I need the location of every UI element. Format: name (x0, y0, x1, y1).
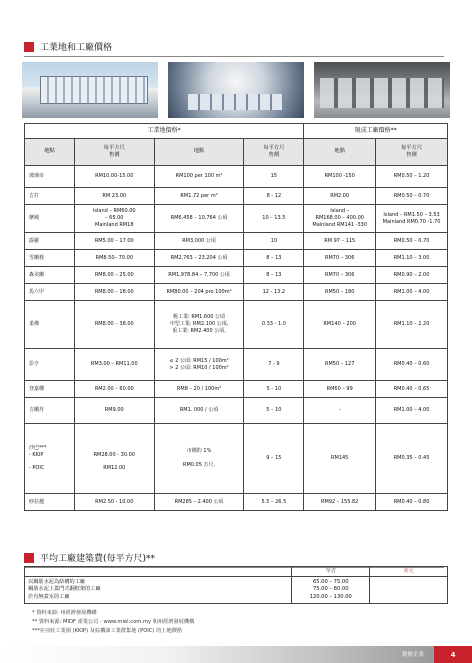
price-cell: 10 – 13.5 (244, 205, 304, 233)
col-header: 每平方尺 售價 (74, 139, 154, 166)
cost-value: 65.00 – 75.00 (312, 579, 349, 586)
table-row (25, 494, 448, 511)
price-cell: 8 – 13 (244, 267, 304, 284)
price-cell: RM145 (304, 424, 376, 494)
price-cell: 輕工業: RM1.600 公頃 中型工業: RM2.100 公頃, 重工業: RM2.400 公頃, (154, 301, 244, 349)
price-cell: 12 - 13.2 (244, 284, 304, 301)
price-cell: RM1.10 – 3.00 (376, 250, 448, 267)
price-cell: 15 (244, 166, 304, 188)
footnote: * 資料來源: 州經濟發展機構 (32, 610, 97, 616)
price-cell: 9 – 15 (244, 424, 304, 494)
price-cell: 10 (244, 233, 304, 250)
table-row (25, 301, 448, 349)
price-cell: RM50 – 180 (304, 284, 376, 301)
price-cell: RM0.40 – 0.80 (376, 494, 448, 511)
location-cell: 檳城 (25, 205, 75, 233)
table-row (25, 250, 448, 267)
footnote: ***在亞庇工業園 (KKIP) 及棕櫚油工業群集地 (POIC) 的土地價格 (32, 628, 183, 634)
land-factory-price-table (24, 123, 448, 511)
footnote: ** 資料來源: MIDF 產業公司 - www.miel.com.my 和州經濟發展機構 (32, 619, 195, 625)
price-cell: RM1.00 – 4.00 (376, 398, 448, 424)
location-cell: 登嘉樓 (25, 381, 75, 398)
price-cell: RM285 – 2.400 公頃 (154, 494, 244, 511)
price-cell: RM8.00 – 18.00 (74, 284, 154, 301)
price-cell: Island – RM1.50 – 3.53 Mainland RM0.70 -1.70 (376, 205, 448, 233)
price-cell: RM8 – 20 / 100m² (154, 381, 244, 398)
section-heading-land-prices (24, 40, 444, 53)
location-cell: 森美蘭 (25, 267, 75, 284)
location-cell: 沙巴*** - KKIP - POIC (25, 424, 75, 494)
price-cell: 0.33 - 1.0 (244, 301, 304, 349)
location-cell: 彭亨 (25, 349, 75, 381)
price-cell: ≤ 2 公頃: RM15 / 100m² > 2 公頃: RM10 / 100m² (154, 349, 244, 381)
price-cell: Island – RM60.00 – 65.00 Mainland RM18 (74, 205, 154, 233)
price-cell: RM1.72 per m² (154, 188, 244, 205)
factory-interior-photo (168, 62, 304, 118)
price-cell: 8 - 12 (244, 188, 304, 205)
price-cell: RM92 – 155.82 (304, 494, 376, 511)
price-cell: 7 - 9 (244, 349, 304, 381)
col-header-usd: 美元 (370, 567, 448, 577)
table-row (25, 349, 448, 381)
footer-label: 創辦企業 (401, 652, 424, 658)
price-cell: RM0.40 – 0.60 (376, 349, 448, 381)
table-row (25, 398, 448, 424)
price-cell: RM3.00 – RM11.00 (74, 349, 154, 381)
price-cell: RM1. 000 / 公頃 (154, 398, 244, 424)
table-row (25, 233, 448, 250)
page-number: 4 (434, 646, 472, 663)
cost-row-label: 鋼筋水泥上蓋門式鋼框架的工廠 (28, 586, 101, 593)
location-cell: 馬六甲 (25, 284, 75, 301)
cost-row-label: 於有無蓋室的工廠 (28, 593, 70, 600)
factory-building-photo (22, 62, 158, 118)
divider (24, 56, 444, 57)
price-cell: RM2.00 – 60.00 (74, 381, 154, 398)
price-cell: RM0.35 – 0.45 (376, 424, 448, 494)
price-cell: RM 23.00 (74, 188, 154, 205)
price-cell: RM8.00 – 38.00 (74, 301, 154, 349)
price-cell: RM100 per 100 m² (154, 166, 244, 188)
price-cell: RM0.40 – 0.65 (376, 381, 448, 398)
price-cell: RM2.50 - 10.00 (74, 494, 154, 511)
price-cell: Island – RM168.00 – 400.00 Mainland RM141 -330 (304, 205, 376, 233)
price-cell: RM0.50 – 0.70 (376, 188, 448, 205)
price-cell: RM10.00-15.00 (74, 166, 154, 188)
section-heading-construction-cost (24, 551, 444, 564)
price-cell: 市價的 1% RM0.05 方尺. (154, 424, 244, 494)
price-cell: RM6,458 – 10,764 公頃 (154, 205, 244, 233)
group-factory-price: 現成工廠價格** (304, 124, 448, 139)
price-cell: - (304, 398, 376, 424)
col-header: 地點 (304, 139, 376, 166)
col-header-myr: 令吉 (292, 567, 370, 577)
cost-value: 75.00 – 80.00 (312, 586, 349, 593)
section-title: 工業地和工廠價格 (40, 43, 113, 53)
price-cell: RM9.00 (74, 398, 154, 424)
price-cell: RM2,763 – 23,204 公頃 (154, 250, 244, 267)
location-cell: 雪蘭莪 (25, 250, 75, 267)
price-cell: RM1,978.84 – 7,700 公頃 (154, 267, 244, 284)
price-cell: RM28.00 - 30.00 RM12.00 (74, 424, 154, 494)
cost-value: 120.00 – 130.00 (309, 593, 352, 600)
table-row (25, 205, 448, 233)
price-cell: RM0.50 – 1.20 (376, 166, 448, 188)
col-header: 每平方尺 售價 (244, 139, 304, 166)
group-land-price: 工業地價格* (25, 124, 304, 139)
red-square-bullet-icon (24, 42, 34, 52)
table-row (25, 424, 448, 494)
price-cell: RM70 – 306 (304, 250, 376, 267)
location-cell: 吉打 (25, 188, 75, 205)
cost-row-label: 以鋼筋水泥為結構的工廠 (28, 579, 86, 586)
table-row (25, 188, 448, 205)
blank-header (25, 567, 292, 577)
table-row (25, 284, 448, 301)
price-cell: 5 - 10 (244, 381, 304, 398)
price-cell: 8 – 13 (244, 250, 304, 267)
price-cell: 5 – 10 (244, 398, 304, 424)
price-cell: RM80.00 – 204 pro 100m² (154, 284, 244, 301)
warehouse-steel-photo (314, 62, 450, 118)
col-header: 地點 (154, 139, 244, 166)
location-cell: 霹靂 (25, 233, 75, 250)
price-cell: RM70 – 306 (304, 267, 376, 284)
location-cell: 玻璃市 (25, 166, 75, 188)
price-cell: RM100 -150 (304, 166, 376, 188)
price-cell: RM140 – 200 (304, 301, 376, 349)
price-cell: RM3,000 公頃 (154, 233, 244, 250)
col-header: 地點 (25, 139, 75, 166)
construction-cost-table (24, 566, 448, 604)
footer-band (0, 646, 472, 663)
price-cell: RM5.00 – 17.00 (74, 233, 154, 250)
price-cell: RM1.00 – 4.00 (376, 284, 448, 301)
table-row (25, 381, 448, 398)
price-cell: RM8.00 – 25.00 (74, 267, 154, 284)
price-cell: RM2.00 (304, 188, 376, 205)
price-cell: RM0.50 – 0.70 (376, 233, 448, 250)
price-cell: 5.5 – 26.5 (244, 494, 304, 511)
section-title: 平均工廠建築費(每平方尺)** (40, 554, 156, 564)
location-cell: 吉蘭丹 (25, 398, 75, 424)
price-cell: RM0.90 – 2.00 (376, 267, 448, 284)
usd-cell (370, 577, 448, 604)
price-cell: RM50 – 127 (304, 349, 376, 381)
price-cell: RM60 – 99 (304, 381, 376, 398)
col-header: 每平方尺 售價 (376, 139, 448, 166)
table-row (25, 267, 448, 284)
table-row (25, 166, 448, 188)
price-cell: RM 97 – 115 (304, 233, 376, 250)
location-cell: 砂拉越 (25, 494, 75, 511)
photo-strip (22, 62, 450, 118)
price-cell: RM1.10 – 2.20 (376, 301, 448, 349)
location-cell: 柔佛 (25, 301, 75, 349)
red-square-bullet-icon (24, 553, 34, 563)
price-cell: RM8.50– 70.00 (74, 250, 154, 267)
